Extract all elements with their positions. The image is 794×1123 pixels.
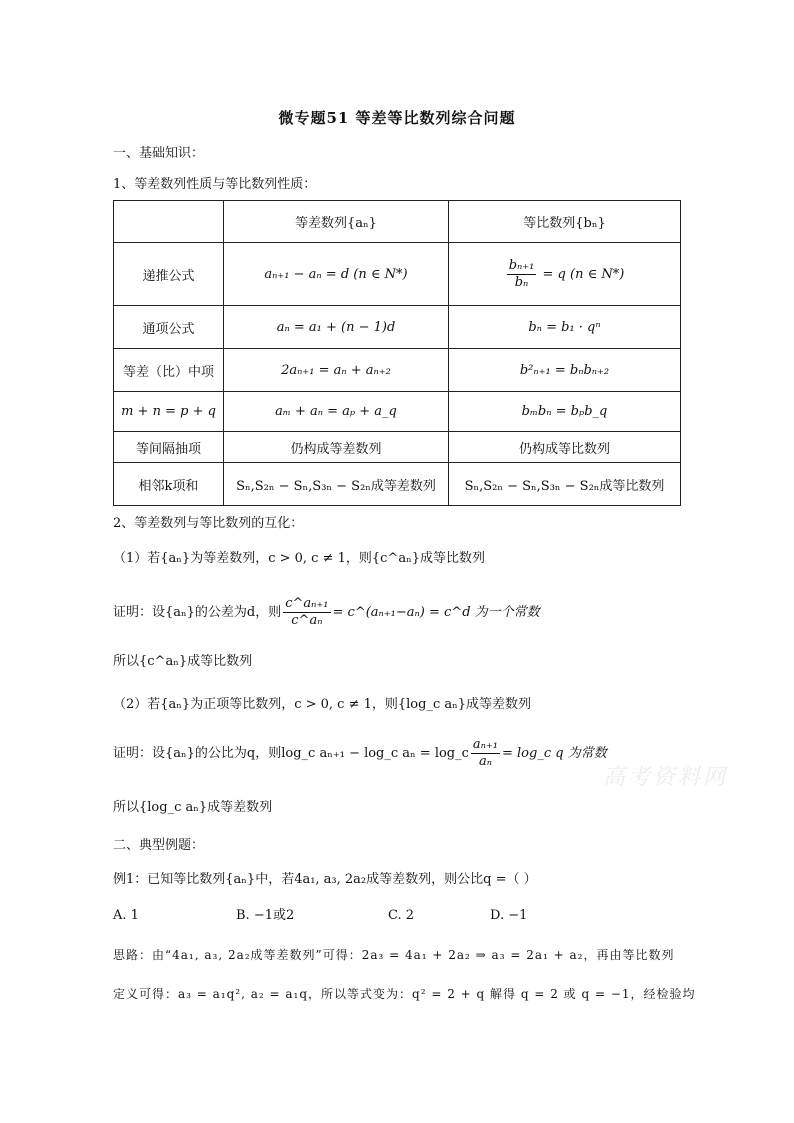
arith-formula: aₙ = a₁ + (n − 1)d — [224, 306, 449, 349]
solution-idea-line-2: 定义可得：a₃ = a₁q², a₂ = a₁q，所以等式变为：q² = 2 + q 解得 q = 2 或 q = −1，经检验均 — [113, 987, 696, 1001]
fraction-denominator: c^aₙ — [291, 613, 323, 628]
proof-1-lead: 证明：设{aₙ}的公差为d，则 — [113, 604, 282, 620]
proposition-2: （2）若{aₙ}为正项等比数列，c > 0, c ≠ 1，则{log_c aₙ}成等差数列 — [113, 697, 532, 712]
proof-1 — [113, 596, 540, 629]
option-b: B. −1或2 — [236, 908, 295, 923]
geo-formula: bₘbₙ = bₚb_q — [449, 392, 681, 432]
row-label: m + n = p + q — [114, 392, 224, 432]
geo-formula: 仍构成等比数列 — [449, 432, 681, 463]
page-title: 微专题51 等差等比数列综合问题 — [278, 109, 516, 127]
watermark-text: 高考资料网 — [603, 765, 729, 790]
arith-formula: Sₙ,S₂ₙ − Sₙ,S₃ₙ − S₂ₙ成等差数列 — [224, 463, 449, 506]
conclusion-2: 所以{log_c aₙ}成等差数列 — [113, 800, 273, 815]
arith-formula: 2aₙ₊₁ = aₙ + aₙ₊₂ — [224, 349, 449, 392]
item-heading-conversion: 2、等差数列与等比数列的互化： — [113, 516, 304, 531]
fraction-denominator: aₙ — [478, 754, 492, 769]
solution-idea-line-1: 思路：由“4a₁, a₃, 2a₂成等差数列”可得：2a₃ = 4a₁ + 2a₂ ⇒ a₃ = 2a₁ + a₂，再由等比数列 — [113, 948, 675, 962]
fraction-numerator: aₙ₊₁ — [472, 737, 498, 752]
option-a: A. 1 — [113, 908, 139, 923]
item-heading-properties: 1、等差数列性质与等比数列性质： — [113, 177, 317, 192]
row-label: 等间隔抽项 — [114, 432, 224, 463]
row-label: 等差（比）中项 — [114, 349, 224, 392]
properties-table — [113, 200, 681, 506]
option-d: D. −1 — [490, 908, 528, 923]
geo-formula: b²ₙ₊₁ = bₙbₙ₊₂ — [449, 349, 681, 392]
fraction-numerator: bₙ₊₁ — [508, 257, 535, 273]
fraction-denominator: bₙ — [514, 274, 529, 290]
example-1-question: 例1：已知等比数列{aₙ}中，若4a₁, a₃, 2a₂成等差数列，则公比q =（ ） — [113, 872, 537, 887]
arith-formula: 仍构成等差数列 — [224, 432, 449, 463]
proof-2 — [113, 737, 607, 770]
geo-formula: bₙ = b₁ · qⁿ — [449, 306, 681, 349]
geo-formula: Sₙ,S₂ₙ − Sₙ,S₃ₙ − S₂ₙ成等比数列 — [449, 463, 681, 506]
proof-2-lead: 证明：设{aₙ}的公比为q，则log_c aₙ₊₁ − log_c aₙ = log_c — [113, 745, 469, 761]
table-row — [114, 349, 681, 392]
fraction — [471, 737, 500, 770]
fraction — [507, 258, 537, 291]
table-header-row — [114, 201, 681, 243]
fraction-numerator: c^aₙ₊₁ — [285, 596, 329, 611]
table-row — [114, 463, 681, 506]
table-row — [114, 243, 681, 306]
fraction — [283, 596, 330, 629]
row-label: 相邻k项和 — [114, 463, 224, 506]
row-label: 递推公式 — [114, 243, 224, 306]
row-label: 通项公式 — [114, 306, 224, 349]
proof-2-tail: = log_c q 为常数 — [502, 745, 607, 761]
proposition-1: （1）若{aₙ}为等差数列，c > 0, c ≠ 1，则{c^aₙ}成等比数列 — [113, 551, 485, 566]
table-row — [114, 432, 681, 463]
table-row — [114, 306, 681, 349]
geo-formula — [449, 243, 681, 306]
proof-1-tail: = c^(aₙ₊₁−aₙ) = c^d 为一个常数 — [332, 604, 540, 620]
table-header-cell — [114, 201, 224, 243]
arith-formula: aₘ + aₙ = aₚ + a_q — [224, 392, 449, 432]
arith-formula: aₙ₊₁ − aₙ = d (n ∈ N*) — [224, 243, 449, 306]
section-heading-examples: 二、典型例题： — [113, 838, 205, 853]
table-header-cell: 等比数列{bₙ} — [449, 201, 681, 243]
table-row — [114, 392, 681, 432]
conclusion-1: 所以{c^aₙ}成等比数列 — [113, 654, 253, 669]
option-c: C. 2 — [388, 908, 415, 923]
section-heading-basics: 一、基础知识： — [113, 146, 205, 161]
formula-rest: = q (n ∈ N*) — [542, 266, 625, 282]
table-header-cell: 等差数列{aₙ} — [224, 201, 449, 243]
